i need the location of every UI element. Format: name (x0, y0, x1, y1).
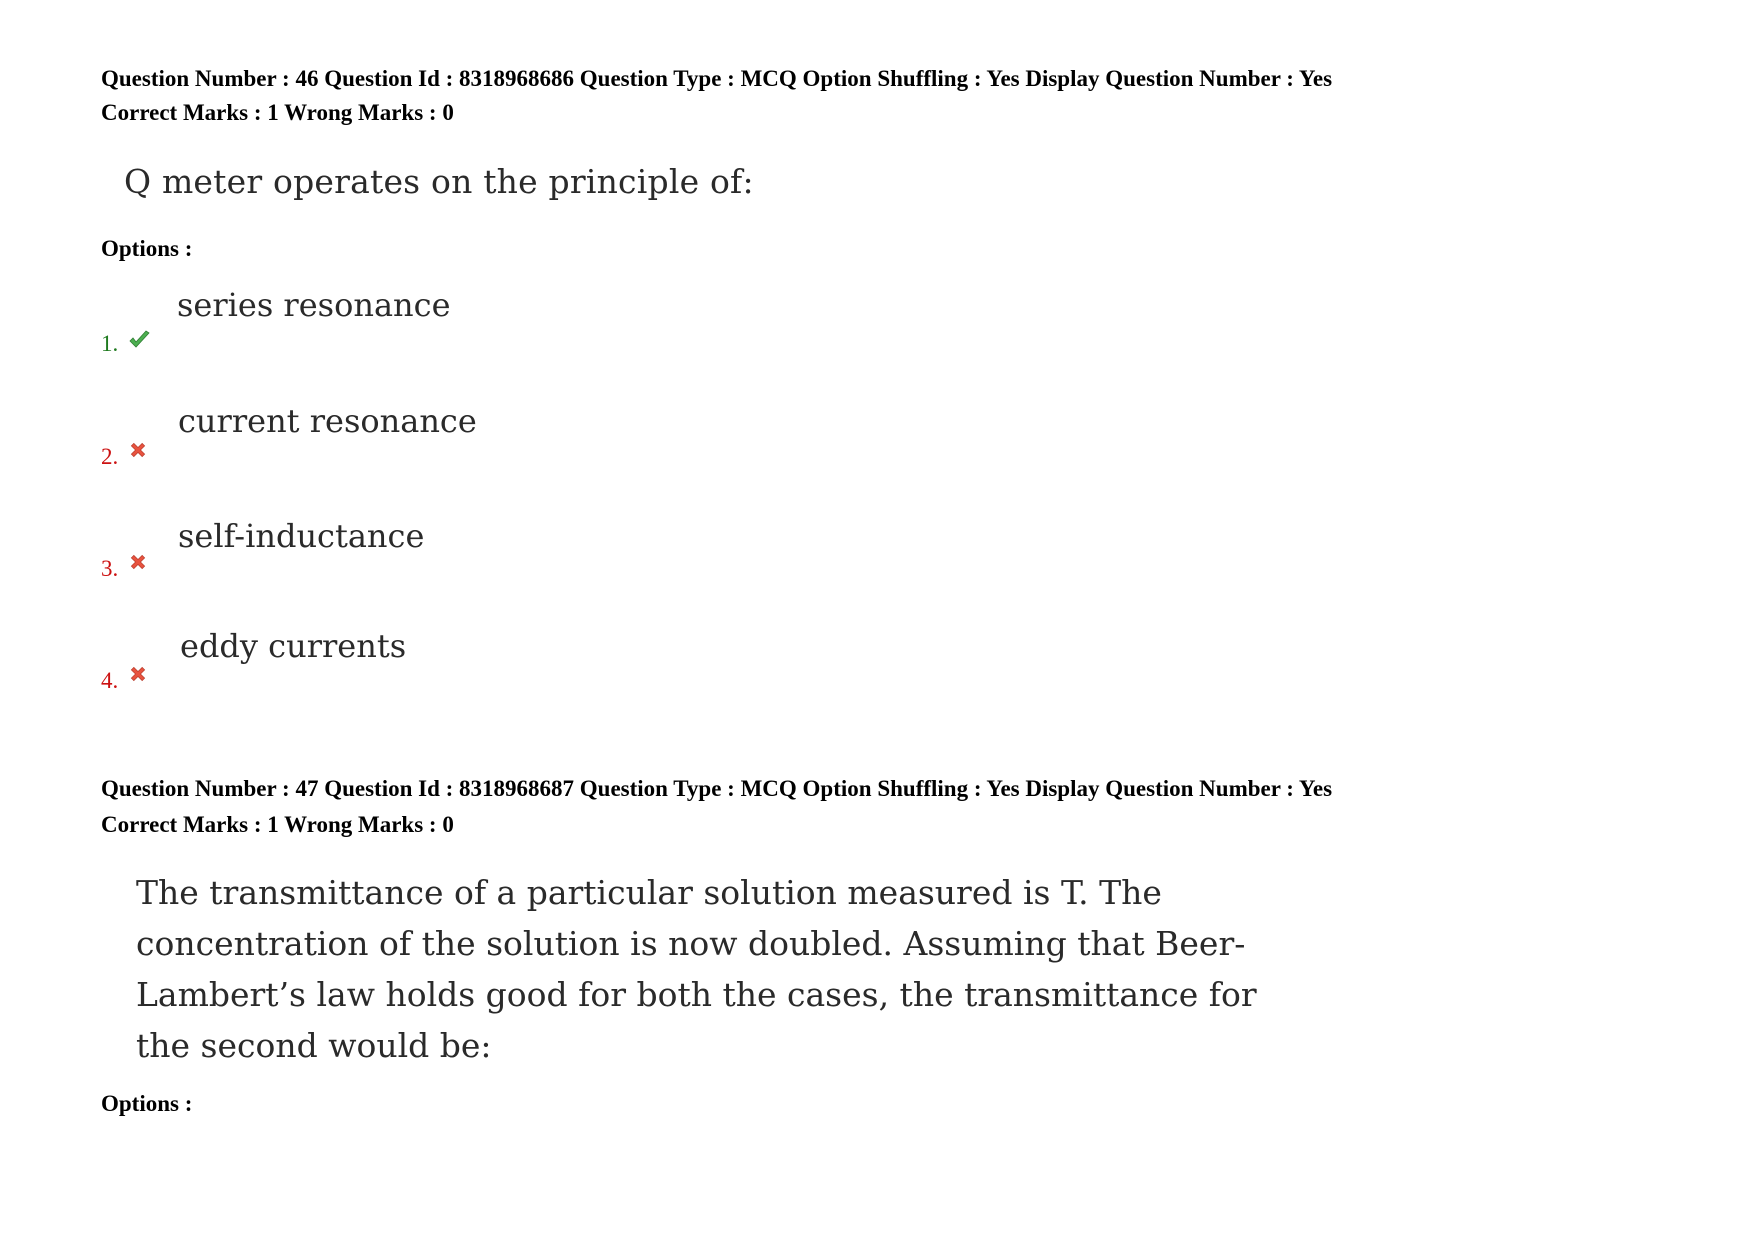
cross-icon (128, 664, 148, 684)
question-46-options-label: Options : (101, 236, 193, 261)
check-icon (127, 328, 151, 352)
question-47-line-3: Lambert’s law holds good for both the cases, the transmittance for (136, 975, 1257, 1014)
option-3-text: self-inductance (178, 517, 425, 555)
question-47-options-label: Options : (101, 1091, 193, 1116)
option-1-text: series resonance (177, 286, 451, 324)
question-46-marks: Correct Marks : 1 Wrong Marks : 0 (101, 100, 454, 125)
option-4-text: eddy currents (180, 627, 407, 665)
option-4-number: 4. (101, 668, 119, 693)
question-46-text: Q meter operates on the principle of: (124, 162, 754, 201)
question-47-line-2: concentration of the solution is now doubled. Assuming that Beer- (136, 924, 1246, 963)
question-47-line-4: the second would be: (136, 1026, 492, 1065)
cross-icon (128, 440, 148, 460)
question-47-line-1: The transmittance of a particular solution measured is T. The (136, 873, 1162, 912)
option-2-number: 2. (101, 444, 119, 469)
question-47-meta: Question Number : 47 Question Id : 8318968687 Question Type : MCQ Option Shuffling : Yes Display Question Number : Yes (101, 776, 1333, 801)
option-3-number: 3. (101, 556, 119, 581)
question-47-marks: Correct Marks : 1 Wrong Marks : 0 (101, 812, 454, 837)
question-46-meta: Question Number : 46 Question Id : 8318968686 Question Type : MCQ Option Shuffling : Yes Display Question Number : Yes (101, 66, 1333, 91)
option-2-text: current resonance (178, 402, 477, 440)
question-47-text (136, 867, 1257, 1071)
cross-icon (128, 552, 148, 572)
option-1-number: 1. (101, 331, 119, 356)
